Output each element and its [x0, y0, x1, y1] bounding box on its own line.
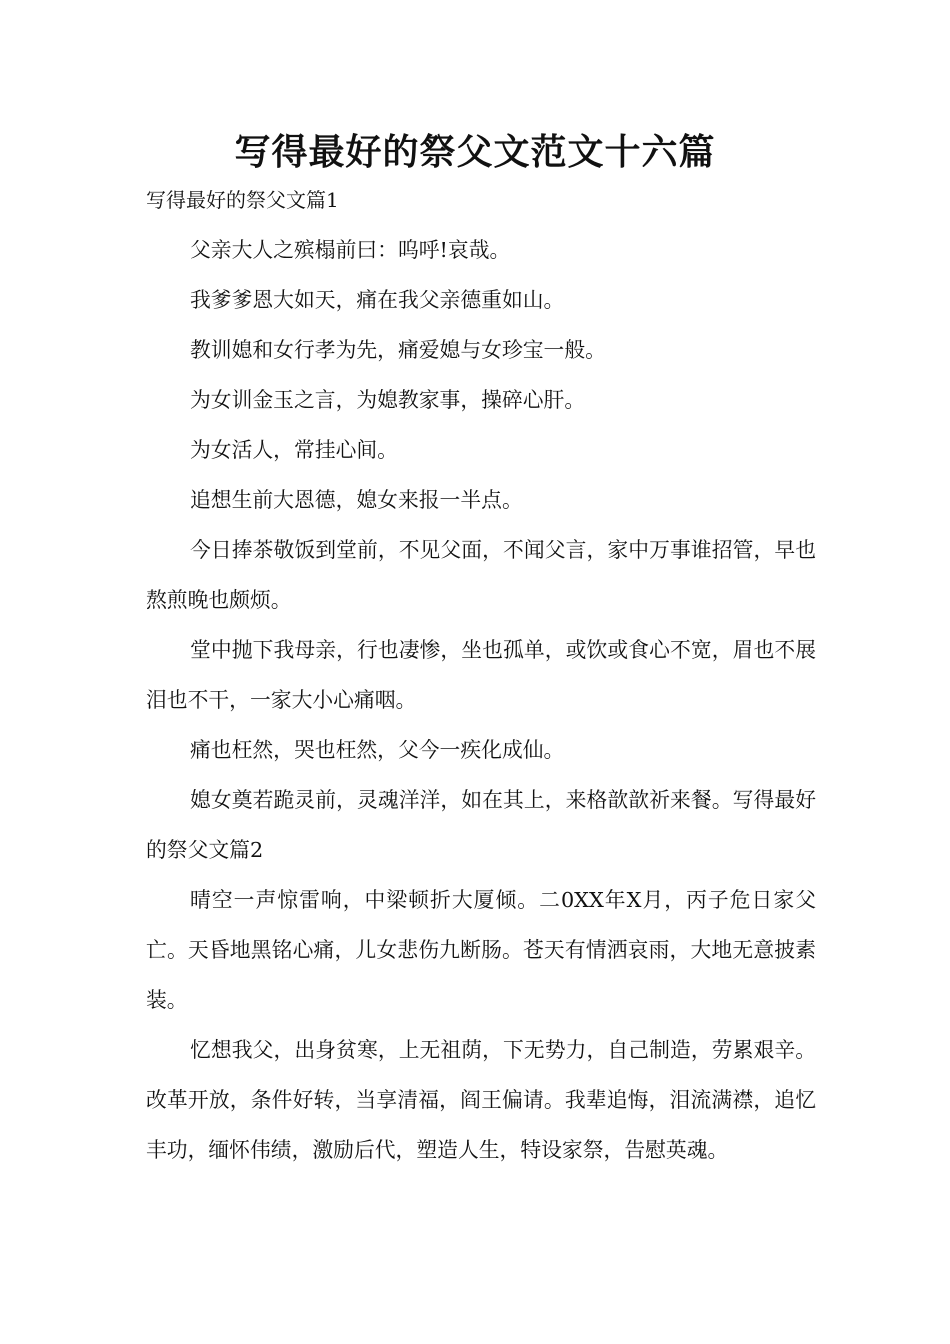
paragraph: 堂中抛下我母亲，行也凄惨，坐也孤单，或饮或食心不宽，眉也不展泪也不干，一家大小心痛咽。: [146, 638, 816, 712]
paragraph: 痛也枉然，哭也枉然，父今一疾化成仙。: [190, 738, 565, 762]
paragraph: 忆想我父，出身贫寒，上无祖荫，下无势力，自己制造，劳累艰辛。改革开放，条件好转，当享清福，阎王偏请。我辈追悔，泪流满襟，追忆丰功，缅怀伟绩，激励后代，塑造人生，特设家祭，告慰英魂。: [146, 1038, 816, 1162]
paragraph: 父亲大人之殡榻前曰：呜呼!哀哉。: [190, 238, 511, 262]
paragraph: 今日捧茶敬饭到堂前，不见父面，不闻父言，家中万事谁招管，早也熬煎晚也颇烦。: [146, 538, 816, 612]
paragraph: 教训媳和女行孝为先，痛爱媳与女珍宝一般。: [190, 338, 606, 362]
paragraph: 追想生前大恩德，媳女来报一半点。: [190, 488, 523, 512]
paragraph: 我爹爹恩大如天，痛在我父亲德重如山。: [190, 288, 565, 312]
paragraph: 为女活人，常挂心间。: [190, 438, 398, 462]
section-heading: 写得最好的祭父文篇1: [146, 188, 339, 212]
paragraph: 晴空一声惊雷响，中梁顿折大厦倾。二0XX年X月，丙子危日家父亡。天昏地黑铭心痛，儿女悲伤九断肠。苍天有情洒哀雨，大地无意披素装。: [146, 888, 816, 1012]
paragraph: 媳女奠若跪灵前，灵魂洋洋，如在其上，来格歆歆祈来餐。写得最好的祭父文篇2: [146, 788, 816, 862]
paragraph: 为女训金玉之言，为媳教家事，操碎心肝。: [190, 388, 586, 412]
document-body: [146, 225, 816, 1175]
document-title: 写得最好的祭父文范文十六篇: [234, 131, 716, 173]
